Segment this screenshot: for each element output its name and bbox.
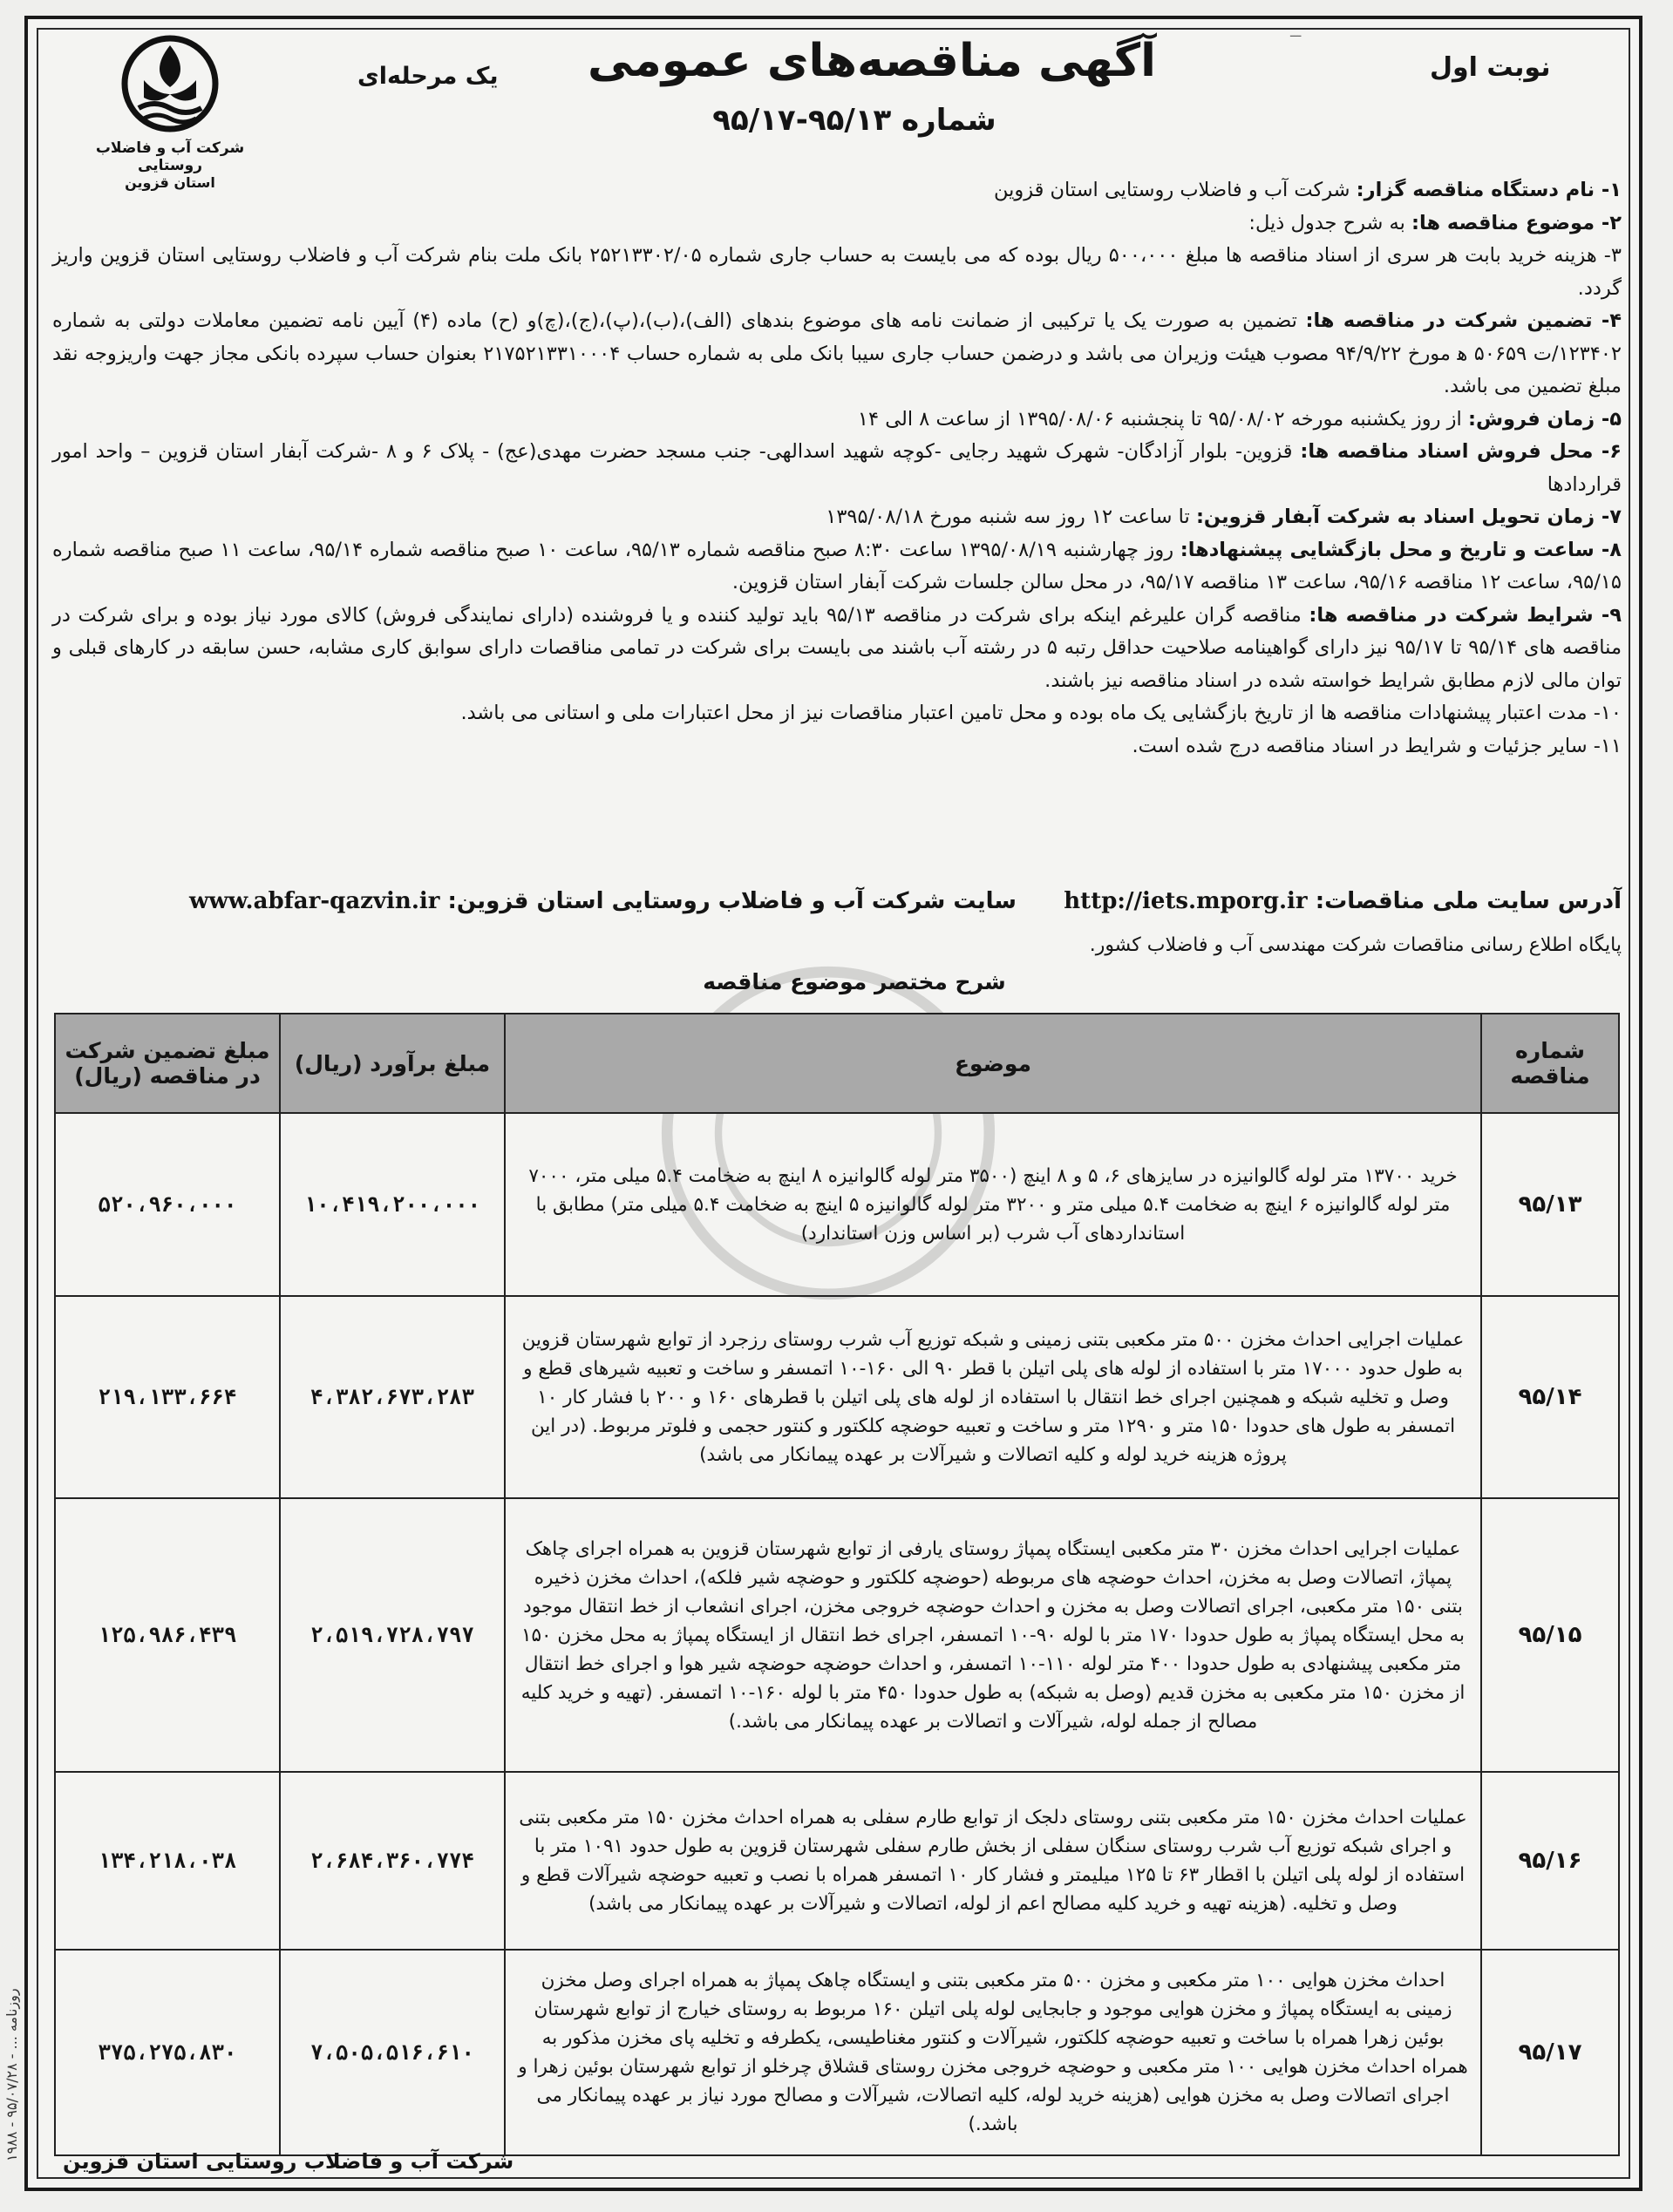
row-subject: عملیات احداث مخزن ۱۵۰ متر مکعبی بتنی روستای دلجک از توابع طارم سفلی به همراه احداث مخزن ۱۵۰ متر مکعبی بتنی و اجرای شبکه توزیع آب شرب روستای سنگان سفلی از بخش طارم سفلی شهرستان قزوین به طول حدود ۱۰۹۱ متر با استفاده از لوله پلی اتیلن با اقطار ۶۳ تا ۱۲۵ میلیمتر و فشار کار ۱۰ اتمسفر همراه با نصب و تعبیه حوضچه شیرآلات قطع و وصل و تخلیه. (هزینه تهیه و خرید کلیه مصالح اعم از لوله، اتصالات و شیرآلات بر عهده پیمانکار می باشد) xyxy=(505,1772,1481,1950)
clause-2 xyxy=(52,207,1622,241)
row-number: ۹۵/۱۳ xyxy=(1481,1113,1619,1296)
company-site-label: سایت شرکت آب و فاضلاب روستایی استان قزوین: xyxy=(447,888,1017,914)
clause-text: به شرح جدول ذیل: xyxy=(1248,211,1405,234)
national-site-link[interactable]: http://iets.mporg.ir xyxy=(1064,888,1308,914)
row-guarantee: ۱۲۵،۹۸۶،۴۳۹ xyxy=(55,1498,280,1772)
clause-5 xyxy=(52,404,1622,437)
logo-province: استان قزوین xyxy=(125,174,215,191)
side-note xyxy=(2,1726,23,2161)
table-row xyxy=(55,1113,1619,1296)
table-header-row xyxy=(55,1014,1619,1113)
clause-text: مناقصه گران علیرغم اینکه برای شرکت در مناقصه ۹۵/۱۳ باید تولید کننده و یا فروشنده (دارای نمایندگی فروش) کالای مورد نیاز بوده و برای شرکت در مناقصه های ۹۵/۱۴ تا ۹۵/۱۷ نیز دارای گواهینامه صلاحیت حداقل رتبه ۵ در رشته آب باشند می بایست برای شرکت در تمامی مناقصات دارای سوابق کاری مشابه، حسن سابقه در کارهای قبلی و توان مالی لازم مطابق شرایط خواسته شده در اسناد مناقصه نیز باشند. xyxy=(52,603,1622,692)
clause-text: ۳- هزینه خرید بابت هر سری از اسناد مناقصه ها مبلغ ۵۰۰،۰۰۰ ریال بوده که می بایست به حساب جاری شماره ۲۵۲۱۳۳۰۲/۰۵ بانک ملت بنام شرکت آب و فاضلاب روستایی استان قزوین واریز گردد. xyxy=(52,244,1622,300)
clause-text: قزوین- بلوار آزادگان- شهرک شهید رجایی -کوچه شهید اسدالهی- جنب مسجد حضرت مهدی(عج) - پلاک ۶ و ۸ -شرکت آبفار استان قزوین – واحد امور قراردادها xyxy=(52,440,1622,496)
row-subject: عملیات اجرایی احداث مخزن ۳۰ متر مکعبی ایستگاه پمپاژ روستای یارفی از توابع شهرستان قزوین به همراه اجرای چاهک پمپاژ، اتصالات وصل به مخزن، احداث حوضچه های مربوطه (حوضچه کلکتور و حوضچه شیر فلکه)، احداث مخزن ذخیره بتنی ۱۵۰ متر مکعبی، اجرای اتصالات وصل به مخزن و احداث حوضچه خروجی مخزن، اجرای انشعاب از خط انتقال موجود به محل ایستگاه پمپاژ به طول حدودا ۱۷۰ متر با لوله ۹۰-۱۰ اتمسفر، اجرای خط انتقال از ایستگاه پمپاژ به محل مخزن ۱۵۰ متر مکعبی پیشنهادی به طول حدودا ۴۰۰ متر لوله ۱۱۰-۱۰ اتمسفر، و احداث حوضچه حوضچه شیر هوا و اجرای خط انتقال از مخزن ۱۵۰ متر مکعبی به مخزن قدیم (وصل به شبکه) به طول حدودا ۴۵۰ متر با لوله ۱۶۰-۱۰ اتمسفر. (تهیه و خرید کلیه مصالح از جمله لوله، شیرآلات و اتصالات بر عهده پیمانکار می باشد.) xyxy=(505,1498,1481,1772)
row-subject: خرید ۱۳۷۰۰ متر لوله گالوانیزه در سایزهای ۶، ۵ و ۸ اینچ (۳۵۰۰ متر لوله گالوانیزه ۸ اینچ به ضخامت ۵.۴ میلی متر، ۷۰۰۰ متر لوله گالوانیزه ۶ اینچ به ضخامت ۵.۴ میلی متر و ۳۲۰۰ متر لوله گالوانیزه ۵ اینچ به ضخامت ۵.۴ میلی متر) مطابق با استانداردهای آب شرب (بر اساس وزن استاندارد) xyxy=(505,1113,1481,1296)
row-guarantee: ۵۲۰،۹۶۰،۰۰۰ xyxy=(55,1113,280,1296)
company-site-link[interactable]: www.abfar-qazvin.ir xyxy=(189,888,440,914)
clause-8 xyxy=(52,534,1622,600)
row-estimate: ۴،۳۸۲،۶۷۳،۲۸۳ xyxy=(280,1296,505,1498)
row-number: ۹۵/۱۶ xyxy=(1481,1772,1619,1950)
round-label: نوبت اول xyxy=(1430,52,1551,83)
row-estimate: ۱۰،۴۱۹،۲۰۰،۰۰۰ xyxy=(280,1113,505,1296)
clause-label: ۱- نام دستگاه مناقصه گزار: xyxy=(1356,179,1622,201)
row-subject: احداث مخزن هوایی ۱۰۰ متر مکعبی و مخزن ۵۰۰ متر مکعبی بتنی و ایستگاه چاهک پمپاژ به همراه اجرای وصل مخزن زمینی به ایستگاه پمپاژ و مخزن هوایی موجود و جابجایی لوله پلی اتیلن ۱۶۰ مربوط به روستای خیارج از توابع شهرستان بوئین زهرا همراه با ساخت و تعبیه حوضچه کلکتور، شیرآلات و کنتور مغناطیسی، یکطرفه و تخلیه پای مخزن مذکور به همراه احداث مخزن هوایی ۱۰۰ متر مکعبی و حوضچه خروجی مخزن روستای قشلاق چرخلو از توابع شهرستان بوئین زهرا و اجرای اتصالات وصل به مخزن هوایی (هزینه خرید لوله، کلیه اتصالات، شیرآلات و مصالح مورد نیاز بر عهده پیمانکار می باشد.) xyxy=(505,1950,1481,2155)
clause-text: شرکت آب و فاضلاب روستایی استان قزوین xyxy=(993,179,1350,201)
clause-label: ۲- موضوع مناقصه ها: xyxy=(1411,211,1622,234)
table-row xyxy=(55,1498,1619,1772)
row-number: ۹۵/۱۷ xyxy=(1481,1950,1619,2155)
stage-label: یک مرحله‌ای xyxy=(357,63,499,90)
tender-table xyxy=(54,1013,1620,2156)
table-row xyxy=(55,1950,1619,2155)
clause-text: تضمین به صورت یک یا ترکیبی از ضمانت نامه های موضوع بندهای (الف)،(ب)،(پ)،(ج)،(چ)و (ح) ماده (۴) آیین نامه تضمین معاملات دولتی به شماره ۱۲۳۴۰۲/ت ۵۰۶۵۹ ﻫ مورخ ۹۴/۹/۲۲ مصوب هیئت وزیران می باشد و درضمن حساب جاری سیبا بانک ملی به شماره حساب ۲۱۷۵۲۱۳۳۱۰۰۰۴ بعنوان حساب سپرده بانکی مجاز جهت واریزوجه نقد مبلغ تضمین می باشد. xyxy=(52,309,1622,397)
clause-label: ۹- شرایط شرکت در مناقصه ها: xyxy=(1309,603,1622,627)
clause-label: ۴- تضمین شرکت در مناقصه ها: xyxy=(1305,309,1622,332)
side-note-text: روزنامه ... - ۹۵/۰۷/۲۸ - ۱۹۸۸ xyxy=(3,1988,20,2161)
row-guarantee: ۳۷۵،۲۷۵،۸۳۰ xyxy=(55,1950,280,2155)
col-subject: موضوع xyxy=(505,1014,1481,1113)
row-estimate: ۲،۵۱۹،۷۲۸،۷۹۷ xyxy=(280,1498,505,1772)
company-logo xyxy=(78,31,262,191)
row-subject: عملیات اجرایی احداث مخزن ۵۰۰ متر مکعبی بتنی زمینی و شبکه توزیع آب شرب روستای رزجرد از توابع شهرستان قزوین به طول حدود ۱۷۰۰۰ متر با استفاده از لوله های پلی اتیلن با قطر ۹۰ الی ۱۶۰-۱۰ اتمسفر و ساخت و تعبیه شیرهای قطع و وصل و تخلیه شبکه و همچنین اجرای خط انتقال با استفاده از لوله های پلی اتیلن با قطرهای ۱۶۰ و ۲۰۰ با فشار کار ۱۰ اتمسفر به طول های حدودا ۱۵۰ متر و ۱۲۹۰ متر و ساخت و تعبیه حوضچه کلکتور و کنتور حجمی و فلوتر مربوط. (در این پروژه هزینه خرید لوله و کلیه اتصالات و شیرآلات بر عهده پیمانکار می باشد) xyxy=(505,1296,1481,1498)
top-strip: ـــ xyxy=(1290,26,1302,40)
clause-10 xyxy=(52,697,1622,730)
clause-4 xyxy=(52,305,1622,404)
clause-text: ۱۰- مدت اعتبار پیشنهادات مناقصه ها از تاریخ بازگشایی یک ماه بوده و محل تامین اعتبار مناقصات نیز از محل اعتبارات ملی و استانی می باشد. xyxy=(460,702,1622,724)
table-row xyxy=(55,1772,1619,1950)
ad-title: آگهی مناقصه‌های عمومی xyxy=(587,35,1156,87)
clause-text: روز چهارشنبه ۱۳۹۵/۰۸/۱۹ ساعت ۸:۳۰ صبح مناقصه شماره ۹۵/۱۳، ساعت ۱۰ صبح مناقصه شماره ۹۵/۱۴، ساعت ۱۱ صبح مناقصه شماره ۹۵/۱۵، ساعت ۱۲ مناقصه ۹۵/۱۶، ساعت ۱۳ مناقصه ۹۵/۱۷، در محل سالن جلسات شرکت آبفار استان قزوین. xyxy=(52,538,1622,594)
clause-text: از روز یکشنبه مورخه ۹۵/۰۸/۰۲ تا پنجشنبه ۱۳۹۵/۰۸/۰۶ از ساعت ۸ الی ۱۴ xyxy=(857,407,1462,431)
col-guarantee: مبلغ تضمین شرکت در مناقصه (ریال) xyxy=(55,1014,280,1113)
clause-label: ۵- زمان فروش: xyxy=(1467,407,1622,431)
clause-label: ۸- ساعت و تاریخ و محل بازگشایی پیشنهادها: xyxy=(1180,538,1622,561)
clause-1 xyxy=(52,174,1622,207)
table-title: شرح مختصر موضوع مناقصه xyxy=(703,969,1006,994)
table-row xyxy=(55,1296,1619,1498)
row-number: ۹۵/۱۵ xyxy=(1481,1498,1619,1772)
clause-6 xyxy=(52,436,1622,501)
tender-number-range: شماره ۹۵/۱۳-۹۵/۱۷ xyxy=(712,103,996,138)
row-number: ۹۵/۱۴ xyxy=(1481,1296,1619,1498)
clause-label: ۶- محل فروش اسناد مناقصه ها: xyxy=(1300,440,1622,463)
row-estimate: ۷،۵۰۵،۵۱۶،۶۱۰ xyxy=(280,1950,505,2155)
footer-company: شرکت آب و فاضلاب روستایی استان قزوین xyxy=(63,2149,514,2174)
logo-emblem-icon xyxy=(118,31,222,136)
row-guarantee: ۲۱۹،۱۳۳،۶۶۴ xyxy=(55,1296,280,1498)
clause-label: ۷- زمان تحویل اسناد به شرکت آبفار قزوین: xyxy=(1195,506,1622,528)
portal-note: پایگاه اطلاع رسانی مناقصات شرکت مهندسی آب و فاضلاب کشور. xyxy=(1089,934,1622,956)
row-estimate: ۲،۶۸۴،۳۶۰،۷۷۴ xyxy=(280,1772,505,1950)
row-guarantee: ۱۳۴،۲۱۸،۰۳۸ xyxy=(55,1772,280,1950)
clause-text: تا ساعت ۱۲ روز سه شنبه مورخ ۱۳۹۵/۰۸/۱۸ xyxy=(826,506,1190,528)
logo-org-name: شرکت آب و فاضلاب روستایی xyxy=(95,139,245,174)
clause-text: ۱۱- سایر جزئیات و شرایط در اسناد مناقصه درج شده است. xyxy=(1132,734,1622,757)
col-estimate: مبلغ برآورد (ریال) xyxy=(280,1014,505,1113)
clause-3 xyxy=(52,240,1622,305)
col-number: شماره مناقصه xyxy=(1481,1014,1619,1113)
clause-9 xyxy=(52,600,1622,698)
websites-line xyxy=(52,884,1622,919)
clause-11 xyxy=(52,730,1622,763)
national-site-label: آدرس سایت ملی مناقصات: xyxy=(1315,888,1622,914)
clauses-list xyxy=(52,174,1622,763)
clause-7 xyxy=(52,501,1622,534)
